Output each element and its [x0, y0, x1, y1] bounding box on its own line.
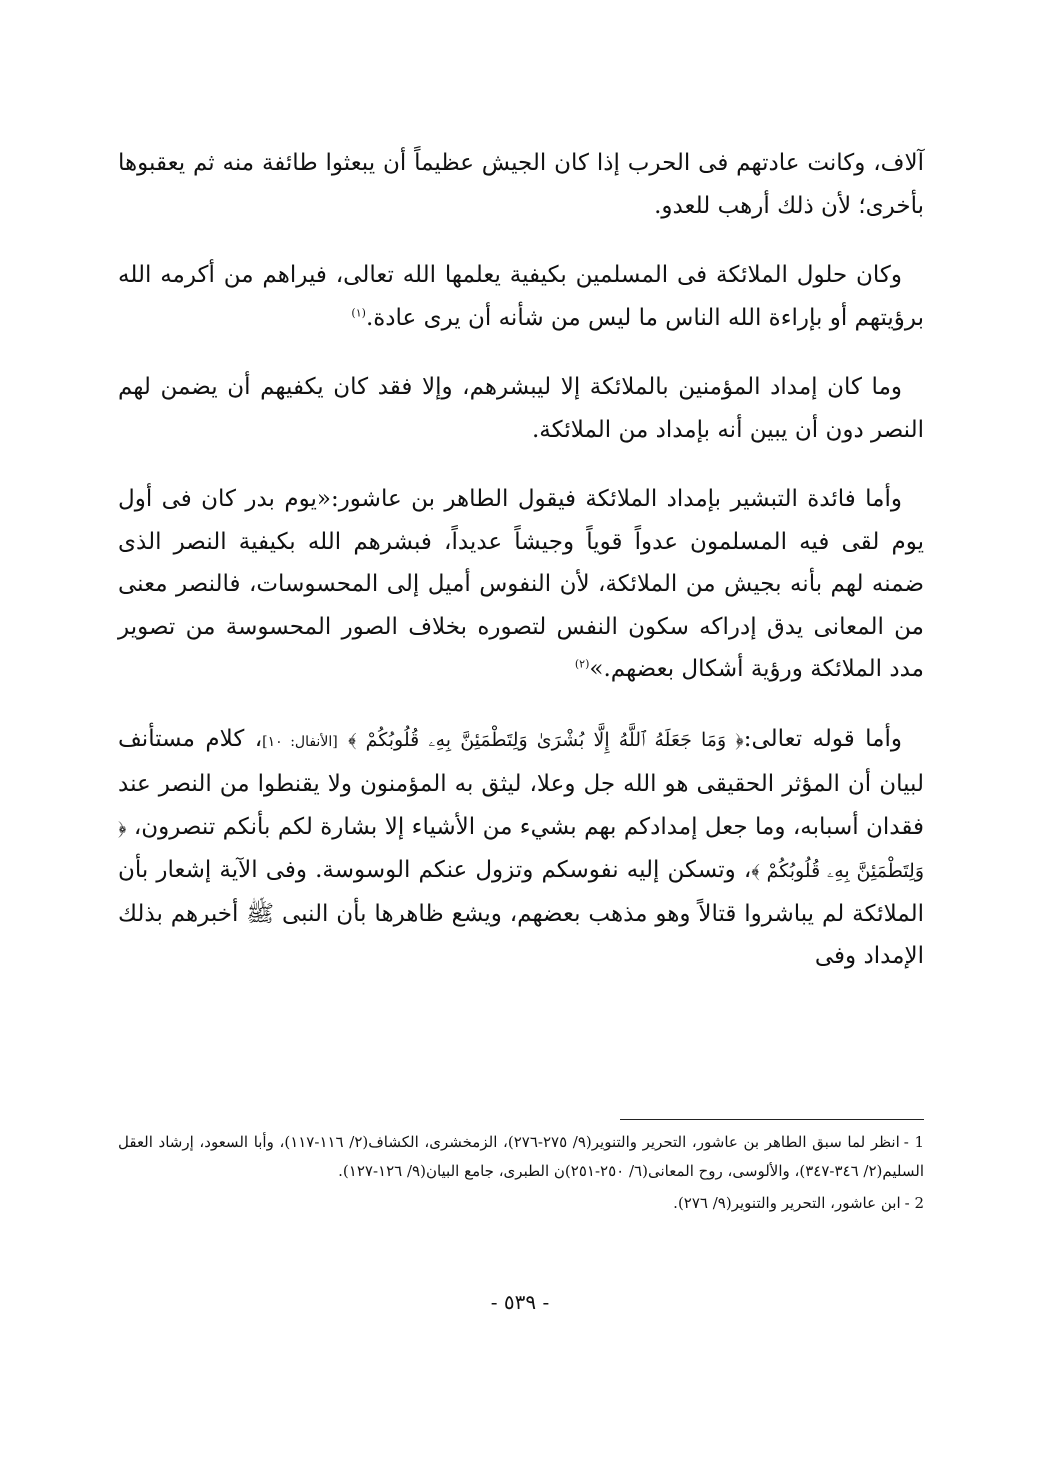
main-text — [118, 142, 924, 1005]
footnote-ref-1[interactable]: (١) — [351, 305, 366, 319]
paragraph-1 — [118, 142, 924, 227]
footnote-2-number: 2 - — [904, 1194, 924, 1212]
paragraph-4 — [118, 478, 924, 691]
quran-verse-2: ﴿ وَلِتَطْمَئِنَّ بِهِۦ قُلُوبُكُمْ ﴾ — [118, 816, 925, 882]
paragraph-5-intro: وأما قوله تعالى: — [743, 725, 902, 752]
paragraph-5-end: ، وتسكن إليه نفوسكم وتزول عنكم الوسوسة. وفى الآية إشعار بأن الملائكة لم يباشروا قتالاً وهو مذهب بعضهم، ويشع ظاهرها بأن النبى ﷺ أخبرهم بذلك الإمداد وفى — [118, 857, 924, 969]
footnote-1-number: 1 - — [903, 1133, 925, 1151]
paragraph-2 — [118, 254, 924, 339]
paragraph-3 — [118, 366, 924, 451]
page-number: - ٥٣٩ - — [490, 1290, 550, 1314]
footnote-1 — [118, 1128, 924, 1186]
verse-reference: [الأنفال: ١٠] — [262, 733, 338, 750]
paragraph-1-text: آلاف، وكانت عادتهم فى الحرب إذا كان الجيش عظيماً أن يبعثوا طائفة منه ثم يعقبوها بأخرى؛ لأن ذلك أرهب للعدو. — [118, 150, 924, 219]
footnote-2 — [118, 1189, 924, 1218]
paragraph-5 — [118, 718, 924, 978]
footnote-ref-2[interactable]: (٢) — [574, 657, 590, 671]
paragraph-3-text: وما كان إمداد المؤمنين بالملائكة إلا ليبشرهم، وإلا فقد كان يكفيهم أن يضمن لهم النصر دون أن يبين أنه بإمداد من الملائكة. — [118, 374, 924, 443]
footnote-separator — [620, 1119, 924, 1120]
footnote-2-text: ابن عاشور، التحرير والتنوير(٩/ ٢٧٦). — [673, 1194, 901, 1212]
paragraph-4-text: وأما فائدة التبشير بإمداد الملائكة فيقول الطاهر بن عاشور:«يوم بدر كان فى أول يوم لقى فيه المسلمون عدواً قوياً وجيشاً عديداً، فبشرهم الله بكيفية النصر الذى ضمنه لهم بأنه بجيش من الملائكة، لأن النفوس أميل إلى المحسوسات، فالنصر معنى من المعانى يدق إدراكه سكون النفس لتصوره بخلاف الصور المحسوسة من تصوير مدد الملائكة ورؤية أشكال بعضهم.» — [118, 486, 924, 682]
footnote-1-text: انظر لما سبق الطاهر بن عاشور، التحرير والتنوير(٩/ ٢٧٥-٢٧٦)، الزمخشرى، الكشاف(٢/ ١١٦-١١٧)، وأبا السعود، إرشاد العقل السليم(٢/ ٣٤٦-٣٤٧)، والألوسى، روح المعانى(٦/ ٢٥٠-٢٥١)ن الطبرى، جامع البيان(٩/ ١٢٦-١٢٧). — [118, 1133, 924, 1180]
footnotes — [118, 1128, 924, 1221]
quran-verse: ﴿ وَمَا جَعَلَهُ ٱللَّهُ إِلَّا بُشْرَىٰ وَلِتَطْمَئِنَّ بِهِۦ قُلُوبُكُمْ ﴾ — [348, 728, 744, 751]
paragraph-2-text: وكان حلول الملائكة فى المسلمين بكيفية يعلمها الله تعالى، فيراهم من أكرمه الله برؤيتهم أو بإراءة الله الناس ما ليس من شأنه أن يرى عادة. — [118, 262, 924, 331]
paragraph-5-middle: ، كلام مستأنف لبيان أن المؤثر الحقيقى هو الله جل وعلا، ليثق به المؤمنون ولا يقنطوا من النصر عند فقدان أسبابه، وما جعل إمدادكم بهم بشيء من الأشياء إلا بشارة لكم بأنكم تنصرون، — [118, 725, 924, 840]
